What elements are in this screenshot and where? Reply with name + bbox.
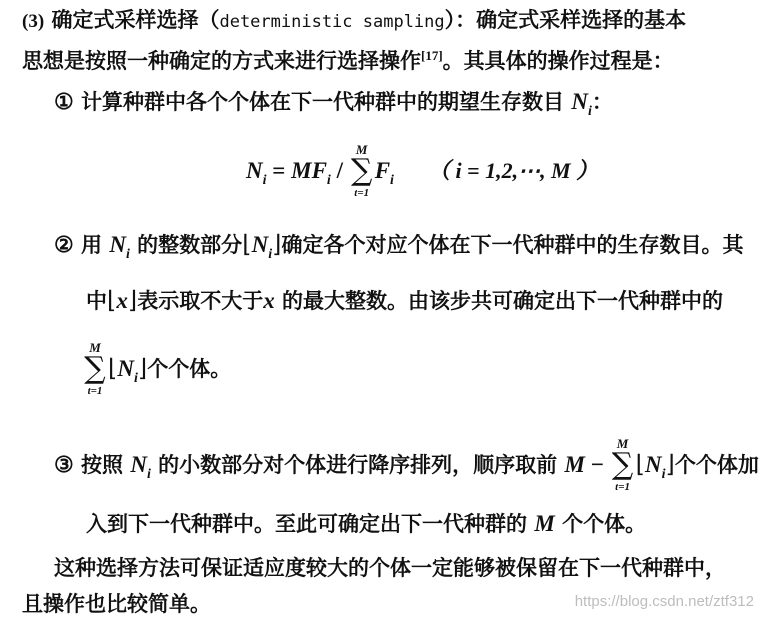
formula-f: F — [374, 158, 391, 183]
floor-left: ⌊ — [107, 286, 117, 314]
line-2-text-b: 。其具体的操作过程是： — [442, 48, 674, 73]
sum-upper: M — [616, 435, 629, 451]
sum-upper: M — [355, 141, 368, 157]
line-1 — [22, 6, 686, 36]
step-3-minus: − — [584, 452, 610, 477]
step-3-var: N — [130, 452, 147, 477]
step-2c-text-b: 个个体。 — [147, 356, 232, 381]
line-1-text-b: ）：确定式采样选择的基本 — [444, 7, 687, 32]
floor-left: ⌊ — [108, 354, 118, 382]
step-2b-text-b: 表示取不大于 — [137, 288, 264, 313]
step-1-text-a: 计算种群中各个个体在下一代种群中的期望生存数目 — [73, 89, 572, 114]
floor-left: ⌊ — [635, 450, 645, 478]
formula-f-sub: i — [390, 173, 394, 188]
sum-lower: t=1 — [354, 186, 370, 199]
step-2-marker: ② — [54, 232, 74, 257]
step-2c-var: N — [117, 356, 134, 381]
step-1 — [54, 88, 613, 126]
sum-lower: t=1 — [87, 384, 103, 397]
reference-mark: [17] — [421, 48, 443, 63]
line-1-text-a: 确定式采样选择（ — [44, 7, 220, 32]
step-3-sub2: i — [661, 467, 666, 482]
step-3-sum — [610, 435, 636, 495]
step-3-text-a: 按照 — [73, 452, 131, 477]
step-3b-text-b: 个个体。 — [554, 511, 647, 536]
step-2-sub: i — [125, 247, 130, 262]
sum-sign: ∑ — [84, 350, 106, 386]
step-3 — [54, 436, 759, 503]
paragraph-line-1: 这种选择方法可保证适应度较大的个体一定能够被保留在下一代种群中， — [54, 555, 726, 580]
line-2-text-a: 思想是按照一种确定的方式来进行选择操作 — [22, 48, 421, 73]
section-label: (3) — [22, 11, 45, 32]
line-2 — [22, 42, 674, 75]
step-2-floor-sub: i — [268, 247, 273, 262]
step-1-var: N — [571, 89, 588, 114]
step-2c-sub: i — [134, 371, 138, 386]
step-3-m: M — [564, 452, 585, 477]
formula-lhs-sub: i — [262, 173, 267, 188]
step-2b-text-c: 的最大整数。由该步共可确定出下一代种群中的 — [274, 288, 724, 313]
step-3-var2: N — [644, 452, 662, 477]
formula-lhs: N — [246, 158, 263, 183]
floor-right: ⌋ — [137, 354, 148, 382]
step-2 — [54, 230, 743, 269]
step-3-text-c: 个个体加 — [674, 452, 759, 477]
english-term: deterministic sampling — [219, 12, 445, 32]
step-3b-text-a: 入到下一代种群中。至此可确定出下一代种群的 — [86, 511, 535, 536]
floor-x: x — [116, 288, 128, 313]
variable-x: x — [263, 288, 275, 313]
sum-sign: ∑ — [611, 446, 634, 482]
formula-mf-sub: i — [326, 173, 331, 188]
sum-sign: ∑ — [350, 152, 373, 188]
sum-upper: M — [89, 339, 101, 355]
step-1-marker: ① — [54, 89, 74, 114]
step-2-text-b: 的整数部分 — [129, 232, 243, 257]
step-3-marker: ③ — [54, 452, 74, 477]
formula-equals: = — [266, 158, 292, 183]
step-3-text-b: 的小数部分对个体进行降序排列，顺序取前 — [150, 452, 565, 477]
step-3-sub: i — [146, 467, 151, 482]
formula-slash: / — [330, 158, 349, 183]
step-2-var: N — [109, 232, 126, 257]
step-1-sub: i — [587, 104, 592, 119]
step-2-text-a: 用 — [73, 232, 110, 257]
paragraph-line-2: 且操作也比较简单。 — [22, 591, 211, 616]
step-2b-text-a: 中 — [86, 288, 107, 313]
floor-right: ⌋ — [272, 230, 282, 258]
formula — [246, 143, 598, 209]
floor-left: ⌊ — [242, 230, 252, 258]
step-1-text-b: ： — [591, 89, 613, 114]
sum-lower: t=1 — [615, 480, 630, 493]
formula-mf: MF — [291, 158, 327, 183]
formula-condition: （ i = 1,2,⋯, M ） — [427, 158, 599, 183]
step-3b-m: M — [534, 511, 555, 536]
watermark: https://blog.csdn.net/ztf312 — [574, 593, 754, 610]
floor-right: ⌋ — [127, 286, 138, 314]
formula-sum — [349, 141, 375, 201]
step-2-floor-var: N — [251, 232, 269, 257]
step-2-text-c: 确定各个对应个体在下一代种群中的生存数目。其 — [281, 232, 744, 257]
step-2-sum — [82, 339, 108, 399]
step-2-line-2 — [86, 286, 723, 315]
step-2-line-3 — [82, 340, 231, 407]
floor-right: ⌋ — [665, 450, 675, 478]
step-3-line-2 — [86, 510, 646, 538]
